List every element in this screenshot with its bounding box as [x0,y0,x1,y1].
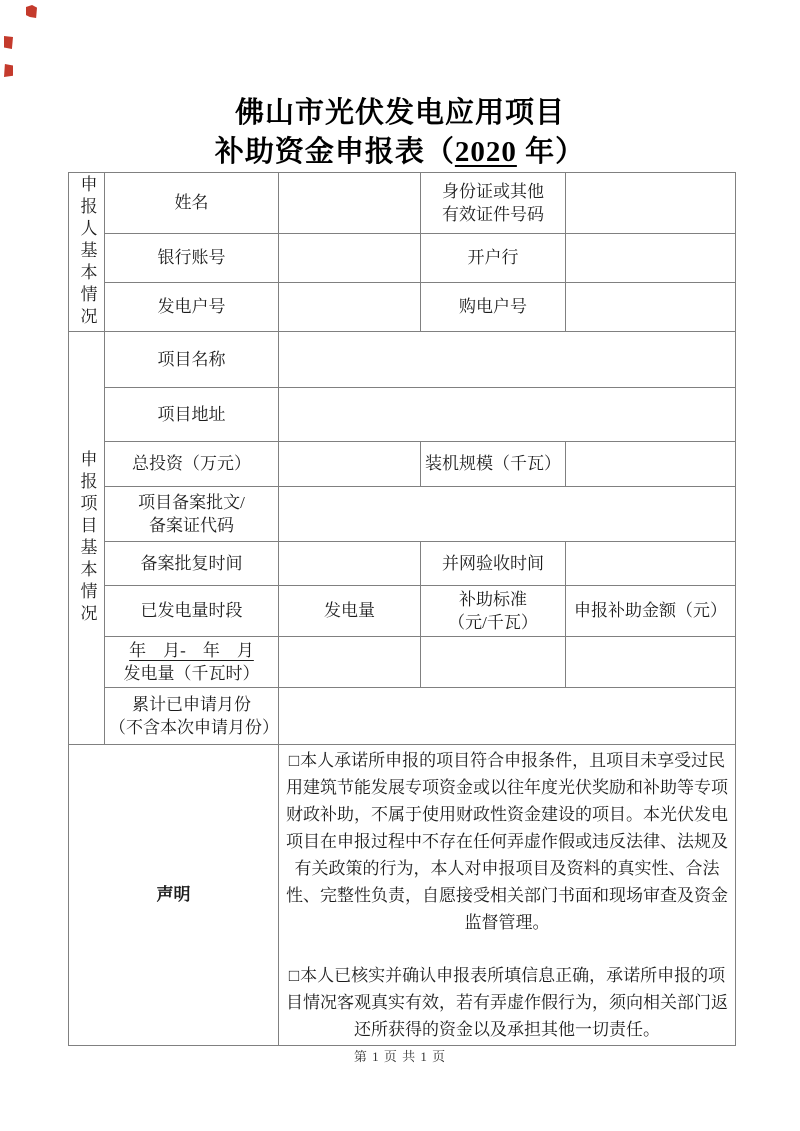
installed-capacity-label: 装机规模（千瓦） [421,442,566,487]
page-title-line1: 佛山市光伏发电应用项目 [234,97,565,129]
declaration-paragraph-1 [283,747,731,936]
table-row [69,388,736,442]
bank-account-value-cell [279,233,421,282]
cumulative-months-label [105,688,279,745]
generation-value-cell [279,637,421,688]
installed-capacity-value-cell [566,442,736,487]
filing-doc-label-line1: 项目备案批文/ [138,493,245,512]
project-address-label: 项目地址 [105,388,279,442]
title-suffix: 年） [516,136,586,168]
id-number-value-cell [566,173,736,234]
filing-time-value-cell [279,542,421,586]
filing-doc-label-line2: 备案证代码 [149,516,234,535]
table-row [69,442,736,487]
total-investment-label: 总投资（万元） [105,442,279,487]
table-row [69,282,736,331]
declaration-text-2: 本人已核实并确认申报表所填信息正确，承诺所申报的项目情况客观真实有效，若有弄虚作假行为，须向相关部门返还所获得的资金以及承担其他一切责任。 [286,966,728,1039]
filing-time-label: 备案批复时间 [105,542,279,586]
cumulative-months-value-cell [279,688,736,745]
generation-kwh-line: 发电量（千瓦时） [123,664,260,683]
filing-doc-value-cell [279,487,736,542]
page-number-footer: 第 1 页 共 1 页 [353,1049,447,1064]
table-row [69,173,736,234]
subsidy-amount-value-cell [566,637,736,688]
title-year: 2020 [454,136,517,168]
id-label-line2: 有效证件号码 [442,204,544,224]
table-row [69,586,736,637]
purchase-account-label: 购电户号 [421,282,566,331]
section-project-header: 申报项目基本情况 [69,332,105,745]
checkbox-icon: □ [288,966,300,985]
total-investment-value-cell [279,442,421,487]
name-label: 姓名 [105,173,279,234]
declaration-body [279,745,736,1046]
bank-branch-value-cell [566,233,736,282]
purchase-account-value-cell [566,282,736,331]
page-title [0,94,800,172]
generation-account-label: 发电户号 [105,282,279,331]
application-form-table [68,172,736,1046]
red-ink-artifact-1 [26,5,37,18]
declaration-label: 声明 [69,745,279,1046]
filing-doc-label [105,487,279,542]
declaration-text-1: 本人承诺所申报的项目符合申报条件，且项目未享受过民用建筑节能发展专项资金或以往年度光伏奖励和补助等专项财政补助，不属于使用财政性资金建设的项目。本光伏发电项目在申报过程中不存在任何弄虚作假或违反法律、法规及有关政策的行为，本人对申报项目及资料的真实性、合法性、完整性负责，自愿接受相关部门书面和现场审查及资金监督管理。 [286,751,728,932]
project-name-label: 项目名称 [105,332,279,388]
grid-time-value-cell [566,542,736,586]
generated-period-label: 已发电量时段 [105,586,279,637]
generation-header-label: 发电量 [279,586,421,637]
subsidy-standard-value-cell [421,637,566,688]
subsidy-standard-line2: （元/千瓦） [448,613,538,632]
subsidy-standard-line1: 补助标准 [459,590,527,609]
id-label-line1: 身份证或其他 [442,181,544,201]
table-row [69,487,736,542]
table-row [69,542,736,586]
grid-time-label: 并网验收时间 [421,542,566,586]
red-ink-artifact-2 [4,36,13,49]
red-ink-artifact-3 [4,64,13,77]
cumulative-months-line2: （不含本次申请月份） [109,718,279,737]
table-row [69,688,736,745]
name-value-cell [279,173,421,234]
year-month-period-label [105,637,279,688]
title-prefix: 补助资金申报表（ [214,136,455,168]
id-number-label [421,173,566,234]
table-row [69,332,736,388]
cumulative-months-line1: 累计已申请月份 [132,695,251,714]
project-name-value-cell [279,332,736,388]
bank-branch-label: 开户行 [421,233,566,282]
subsidy-amount-label: 申报补助金额（元） [566,586,736,637]
year-month-line: 年 月- 年 月 [129,641,254,660]
table-row [69,745,736,1046]
generation-account-value-cell [279,282,421,331]
table-row [69,233,736,282]
page-title-line2 [0,133,800,172]
section-applicant-header: 申报人基本情况 [69,173,105,332]
subsidy-standard-label [421,586,566,637]
declaration-paragraph-2 [283,962,731,1043]
project-address-value-cell [279,388,736,442]
table-row [69,637,736,688]
checkbox-icon: □ [288,751,300,770]
bank-account-label: 银行账号 [105,233,279,282]
